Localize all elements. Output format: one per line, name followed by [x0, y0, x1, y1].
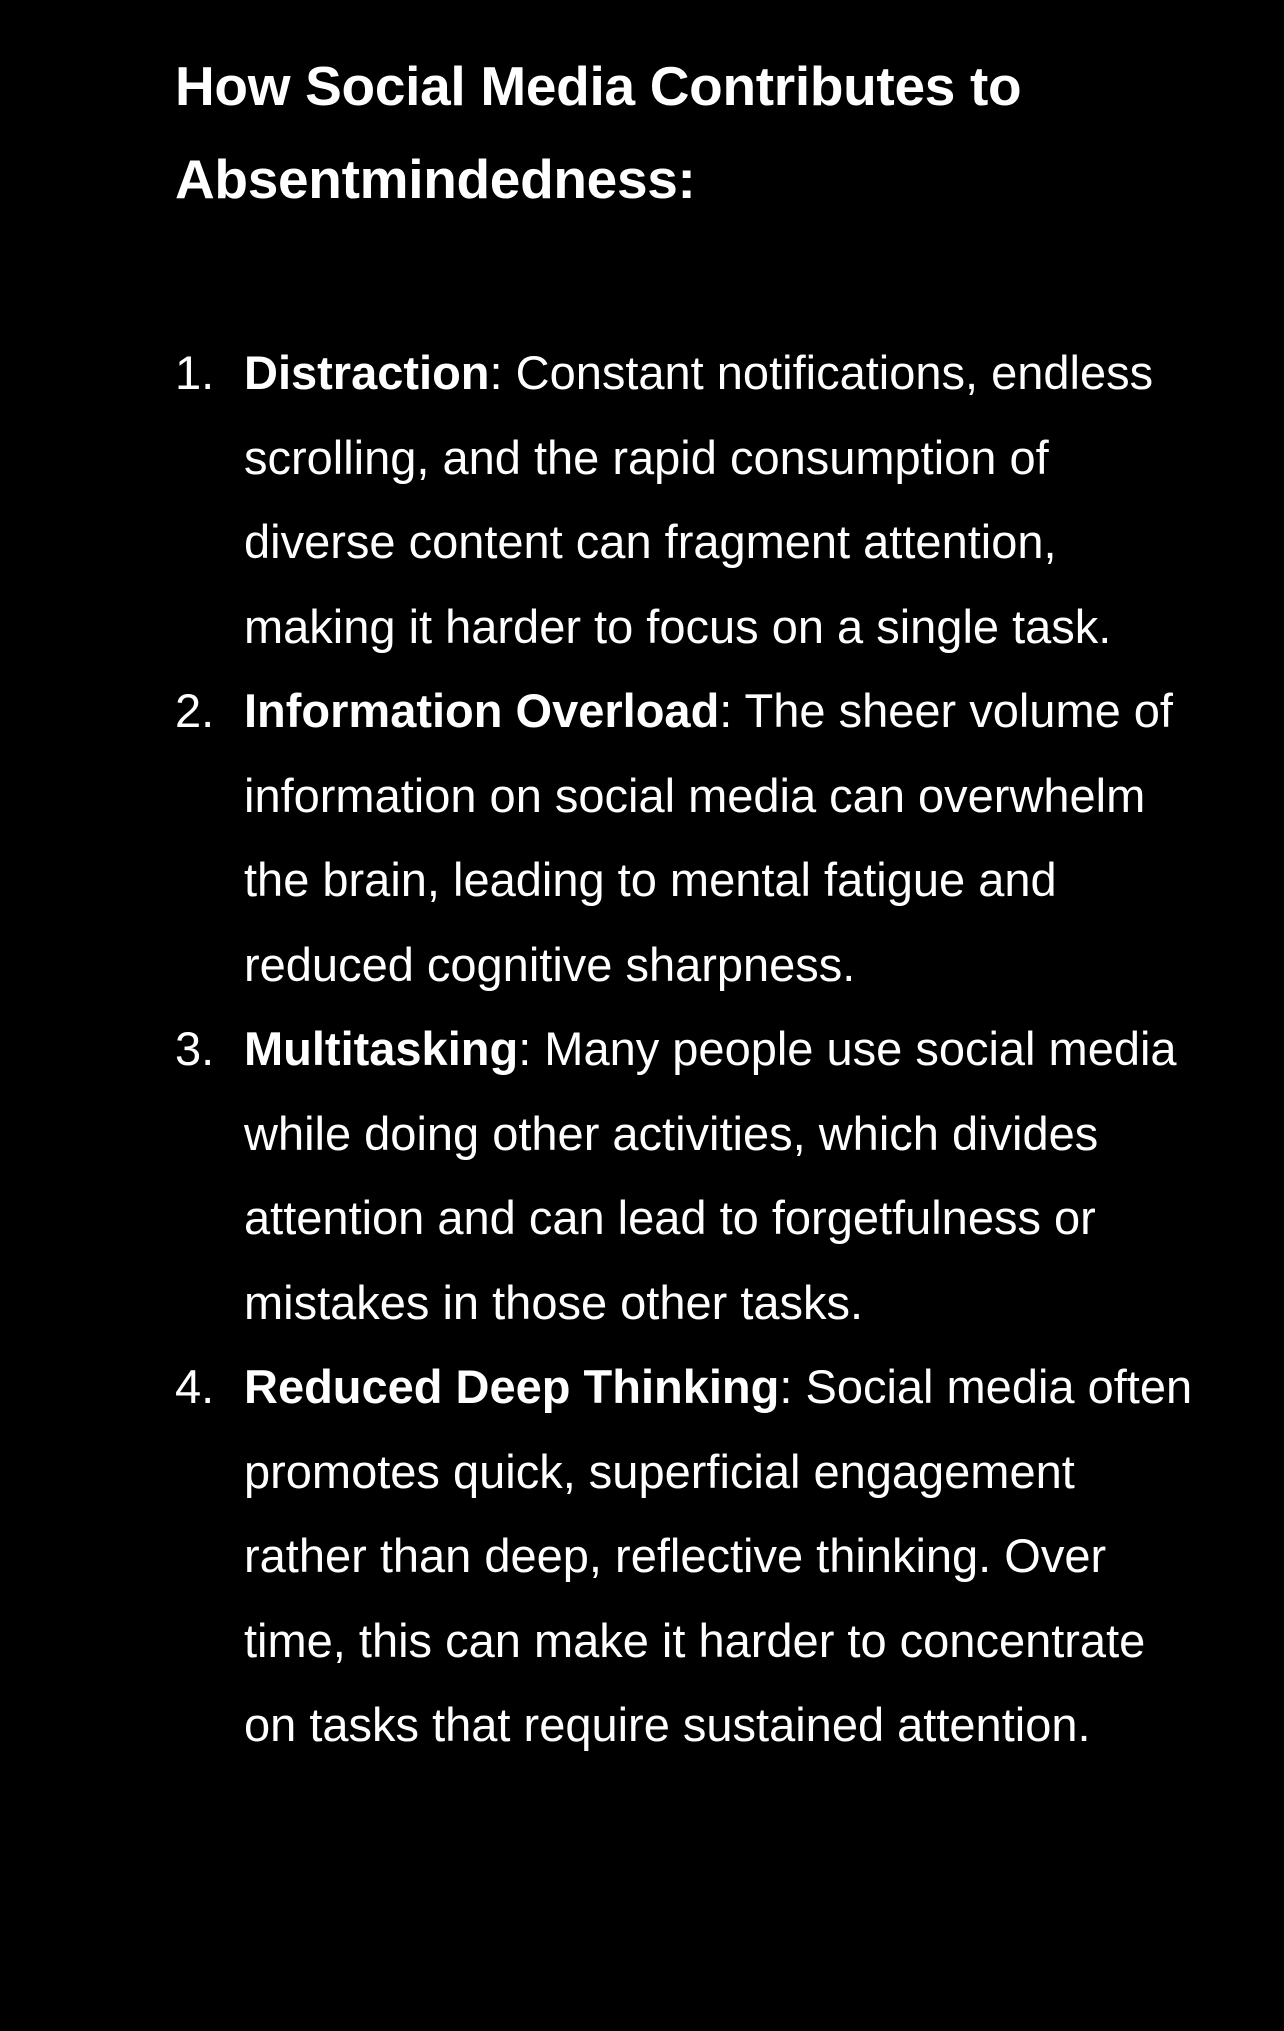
list-item-text: The sheer volume of information on social media can overwhelm the brain, leading to mental fatigue and reduced cognitive sharpness. [244, 684, 1173, 991]
numbered-list [175, 331, 1195, 1768]
list-item-text: Constant notifications, endless scrolling, and the rapid consumption of diverse content can fragment attention, making it harder to focus on a single task. [244, 346, 1154, 653]
list-item-colon: : [518, 1022, 532, 1075]
section-heading: How Social Media Contributes to Absentmindedness: [175, 55, 1022, 210]
message-content [175, 40, 1195, 1768]
list-item-colon: : [489, 346, 503, 399]
list-item-term: Multitasking [244, 1022, 519, 1075]
list-item [175, 1007, 1195, 1345]
list-item [175, 669, 1195, 1007]
list-item-colon: : [719, 684, 733, 737]
list-item-term: Information Overload [244, 684, 720, 737]
list-item [175, 331, 1195, 669]
list-item-number: 2. [175, 684, 215, 737]
list-item-number: 1. [175, 346, 215, 399]
list-item-text: Social media often promotes quick, superficial engagement rather than deep, reflective thinking. Over time, this can make it harder to concentrate on tasks that require sustained attention. [244, 1360, 1193, 1751]
list-item [175, 1345, 1195, 1768]
list-item-number: 4. [175, 1360, 215, 1413]
list-item-term: Reduced Deep Thinking [244, 1360, 780, 1413]
list-item-text: Many people use social media while doing other activities, which divides attention and can lead to forgetfulness or mistakes in those other tasks. [244, 1022, 1177, 1329]
list-item-colon: : [779, 1360, 793, 1413]
list-item-term: Distraction [244, 346, 490, 399]
list-item-number: 3. [175, 1022, 215, 1075]
